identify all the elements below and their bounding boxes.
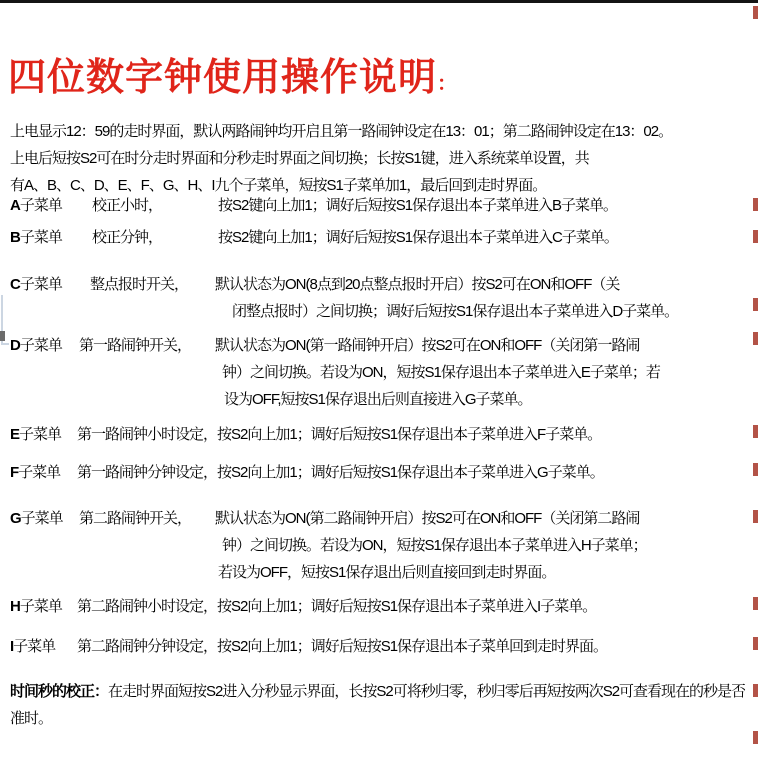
menu-a-key: A xyxy=(10,197,20,214)
page-title-text: 四位数字钟使用操作说明 xyxy=(8,57,438,99)
menu-row-h xyxy=(0,593,758,620)
menu-row-g xyxy=(0,505,758,532)
menu-f-label xyxy=(10,459,60,486)
menu-c-function: 整点报时开关， xyxy=(90,276,189,293)
intro-line-3-text: 有A、B、C、D、E、F、G、H、I九个子菜单，短按S1子菜单加1，最后回到走时界面。 xyxy=(10,177,547,194)
menu-row-a xyxy=(0,192,758,219)
menu-g-desc-3: 若设为OFF，短按S1保存退出后则直接回到走时界面。 xyxy=(218,564,556,581)
footer-bold-label: 时间秒的校正： xyxy=(10,683,109,700)
menu-i-key: I xyxy=(10,638,14,655)
menu-c-key: C xyxy=(10,276,20,293)
menu-row-d-cont xyxy=(0,359,758,386)
menu-b-label xyxy=(10,224,62,251)
menu-row-g-cont2 xyxy=(0,559,758,586)
menu-d-desc-1: 默认状态为ON(第一路闹钟开启）按S2可在ON和OFF（关闭第一路闹 xyxy=(215,337,640,354)
menu-row-d xyxy=(0,332,758,359)
menu-row-e xyxy=(0,421,758,448)
menu-e-label xyxy=(10,421,61,448)
footer-line-1 xyxy=(0,678,758,705)
menu-h-key: H xyxy=(10,598,20,615)
menu-row-c-cont xyxy=(0,298,758,325)
menu-row-f xyxy=(0,459,758,486)
footer-text xyxy=(10,678,745,705)
menu-i-suffix: 子菜单 xyxy=(13,638,56,655)
menu-h-text: 第二路闹钟小时设定，按S2向上加1；调好后短按S1保存退出本子菜单进入I子菜单。 xyxy=(77,598,597,615)
footer-rest-text: 在走时界面短按S2进入分秒显示界面，长按S2可将秒归零，秒归零后再短按两次S2可查看现在的秒是否 xyxy=(108,683,746,700)
menu-a-function: 校正小时， xyxy=(92,197,163,214)
menu-b-suffix: 子菜单 xyxy=(19,229,62,246)
menu-f-suffix: 子菜单 xyxy=(18,464,61,481)
menu-row-i xyxy=(0,633,758,660)
menu-row-d-cont2 xyxy=(0,386,758,413)
menu-row-g-cont xyxy=(0,532,758,559)
menu-a-label xyxy=(10,192,62,219)
menu-h-suffix: 子菜单 xyxy=(19,598,62,615)
menu-g-key: G xyxy=(10,510,21,527)
menu-c-desc-2: 闭整点报时）之间切换；调好后短按S1保存退出本子菜单进入D子菜单。 xyxy=(232,303,679,320)
intro-line-1-text: 上电显示12：59的走时界面，默认两路闹钟均开启且第一路闹钟设定在13：01；第二路闹钟设定在13：02。 xyxy=(10,123,673,140)
menu-d-suffix: 子菜单 xyxy=(19,337,62,354)
menu-e-suffix: 子菜单 xyxy=(19,426,62,443)
footer-line-2-text: 准时。 xyxy=(10,710,53,727)
menu-e-key: E xyxy=(10,426,20,443)
menu-row-c xyxy=(0,271,758,298)
menu-c-desc-1: 默认状态为ON(8点到20点整点报时开启）按S2可在ON和OFF（关 xyxy=(215,276,620,293)
menu-g-desc-2: 钟）之间切换。若设为ON，短按S1保存退出本子菜单进入H子菜单； xyxy=(222,537,647,554)
menu-row-b xyxy=(0,224,758,251)
menu-g-suffix: 子菜单 xyxy=(20,510,63,527)
menu-i-text: 第二路闹钟分钟设定，按S2向上加1；调好后短按S1保存退出本子菜单回到走时界面。 xyxy=(77,638,608,655)
intro-line-1 xyxy=(0,118,758,145)
menu-g-function: 第二路闹钟开关， xyxy=(79,510,192,527)
menu-c-suffix: 子菜单 xyxy=(19,276,62,293)
menu-f-key: F xyxy=(10,464,19,481)
menu-d-function: 第一路闹钟开关， xyxy=(79,337,192,354)
footer-line-2 xyxy=(0,705,758,732)
page-title xyxy=(8,54,457,108)
menu-g-desc-1: 默认状态为ON(第二路闹钟开启）按S2可在ON和OFF（关闭第二路闹 xyxy=(215,510,640,527)
menu-f-text: 第一路闹钟分钟设定，按S2向上加1；调好后短按S1保存退出本子菜单进入G子菜单。 xyxy=(77,464,604,481)
menu-d-label xyxy=(10,332,62,359)
menu-d-desc-3: 设为OFF,短按S1保存退出后则直接进入G子菜单。 xyxy=(224,391,532,408)
edge-fragment xyxy=(753,6,758,19)
menu-c-label xyxy=(10,271,62,298)
menu-a-desc-1: 按S2键向上加1；调好后短按S1保存退出本子菜单进入B子菜单。 xyxy=(218,197,618,214)
menu-b-function: 校正分钟， xyxy=(92,229,163,246)
intro-line-2-text: 上电后短按S2可在时分走时界面和分秒走时界面之间切换；长按S1键，进入系统菜单设置，共 xyxy=(10,150,589,167)
menu-d-desc-2: 钟）之间切换。若设为ON，短按S1保存退出本子菜单进入E子菜单；若 xyxy=(222,364,660,381)
menu-b-desc-1: 按S2键向上加1；调好后短按S1保存退出本子菜单进入C子菜单。 xyxy=(218,229,618,246)
top-border-line xyxy=(0,0,758,3)
menu-h-label xyxy=(10,593,62,620)
menu-i-label xyxy=(10,633,55,660)
menu-b-key: B xyxy=(10,229,20,246)
menu-d-key: D xyxy=(10,337,20,354)
menu-e-text: 第一路闹钟小时设定，按S2向上加1；调好后短按S1保存退出本子菜单进入F子菜单。 xyxy=(77,426,602,443)
edge-fragment xyxy=(753,731,758,744)
menu-a-suffix: 子菜单 xyxy=(19,197,62,214)
page-title-colon: ： xyxy=(437,73,458,95)
intro-line-2 xyxy=(0,145,758,172)
menu-g-label xyxy=(10,505,63,532)
